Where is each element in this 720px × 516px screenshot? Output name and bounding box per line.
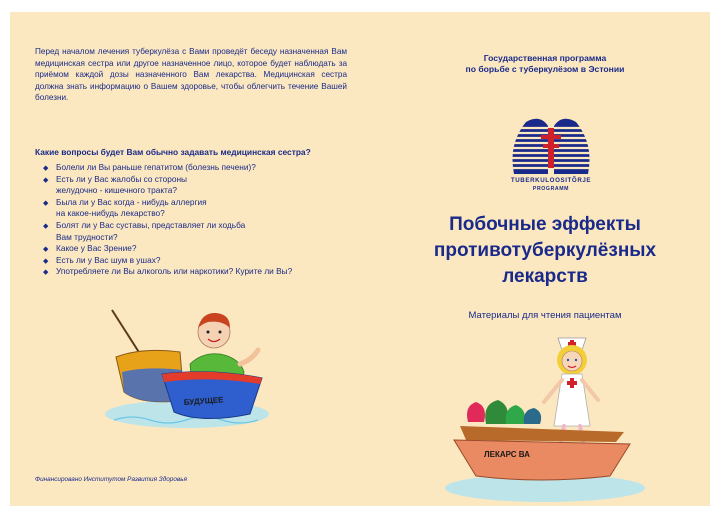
eye-left [207,331,210,334]
boat-hull [454,440,630,480]
program-title-line-2: по борьбе с туберкулёзом в Эстонии [465,64,625,74]
question-text: Есть ли у Вас шум в ушах? [56,254,161,265]
title-line-3: лекарств [502,266,588,287]
program-title [395,53,695,75]
funding-note: Финансировано Институтом Развития Здоровья [35,476,188,483]
title-line-2: противотуберкулёзных [433,240,657,261]
question-text: Употребляете ли Вы алкоголь или наркотики? Курите ли Вы? [56,266,293,277]
question-item [43,197,353,209]
questions-list [43,162,353,278]
questions-heading: Какие вопросы будет Вам обычно задавать медицинская сестра? [35,147,311,157]
question-text: Была ли у Вас когда - нибудь аллергия [56,196,207,207]
brochure-title [390,212,700,290]
right-boat-label: ЛЕКАРС ВА [484,450,530,459]
question-item [43,266,353,278]
brochure-spread [10,12,710,506]
program-title-line-1: Государственная программа [483,53,607,63]
question-text: желудочно - кишечного тракта? [56,185,177,196]
diamond-bullet-icon: ◆ [43,222,49,230]
question-item [43,255,353,267]
oar [112,310,142,357]
diamond-bullet-icon: ◆ [43,199,49,207]
diamond-bullet-icon: ◆ [43,176,49,184]
question-item [43,174,353,186]
intro-paragraph: Перед началом лечения туберкулёза с Вами проведёт беседу назначенная Вам медицинская сестра или другое назначенное лицо, которое будет наблюдать за приёмом каждой дозы назначенного Вам лекарства. Медицинская сестра должна знать информацию о Вашем здоровье, чтобы облегчить течение Вашей болезни. [35,47,347,103]
title-line-1: Побочные эффекты [449,214,641,235]
cross-bar-top [541,135,561,139]
question-item-continued [43,232,353,244]
diamond-bullet-icon: ◆ [43,246,49,254]
question-text: Есть ли у Вас жалобы со стороны [56,173,187,184]
left-boat-label: БУДУЩЕЕ [183,395,224,407]
question-item [43,243,353,255]
logo-text-line-2: PROGRAMM [532,186,570,192]
question-text: Болят ли у Вас суставы, представляет ли ходьба [56,219,246,230]
question-item-continued [43,185,353,197]
logo-text-line-1: TUBERKULOOSITÕRJE [510,177,592,184]
brochure-subtitle: Материалы для чтения пациентам [468,310,622,321]
diamond-bullet-icon: ◆ [43,165,49,172]
question-item [43,162,353,174]
diamond-bullet-icon: ◆ [43,257,49,265]
question-text: Болели ли Вы раньше гепатитом (болезнь печени)? [56,162,256,172]
diamond-bullet-icon: ◆ [43,269,49,277]
tuberculosis-program-logo [496,104,606,194]
question-text: на какое-нибудь лекарство? [56,208,165,219]
arm [240,350,258,364]
question-item [43,220,353,232]
cross-bar-bottom [543,144,559,148]
question-text: Вам трудности? [56,231,118,242]
eye-right [219,331,222,334]
boat-deck [460,426,624,442]
nurse-on-boat-drawing [440,330,650,505]
boy-in-boat-drawing [102,302,277,437]
question-item-continued [43,208,353,220]
medicine-bags [467,400,541,424]
question-text: Какое у Вас Зрение? [56,243,137,254]
